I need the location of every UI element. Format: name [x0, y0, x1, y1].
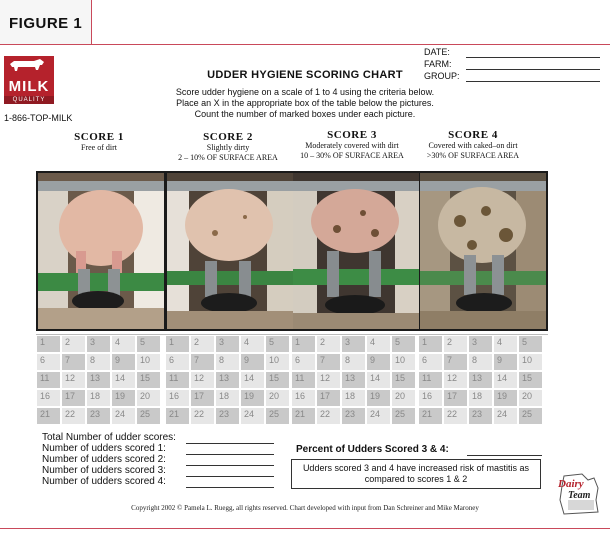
dairy-team-logo — [554, 470, 604, 520]
tally-cell[interactable]: 24 — [366, 407, 391, 425]
instruction-line: Score udder hygiene on a scale of 1 to 4 using the criteria below. — [175, 87, 435, 97]
tally-cell[interactable]: 11 — [36, 371, 61, 389]
tally-cell[interactable]: 13 — [341, 371, 366, 389]
tally-cell[interactable]: 16 — [418, 389, 443, 407]
tally-cell[interactable]: 22 — [61, 407, 86, 425]
tally-grid — [36, 334, 548, 427]
score-title: SCORE 3 — [327, 129, 377, 141]
score-4-header — [410, 129, 536, 161]
tally-cell[interactable]: 21 — [418, 407, 443, 425]
tally-cell[interactable]: 7 — [61, 353, 86, 371]
group-label: GROUP: — [424, 71, 460, 81]
tally-cell[interactable]: 7 — [443, 353, 468, 371]
tally-cell[interactable]: 25 — [136, 407, 161, 425]
score-4-tally-panel — [418, 335, 544, 427]
score-2-udder-photo — [167, 173, 293, 329]
score-surface-area: 2 – 10% OF SURFACE AREA — [178, 153, 278, 162]
tally-cell[interactable]: 5 — [391, 335, 416, 353]
score-2-tally-panel — [165, 335, 291, 427]
tally-cell[interactable]: 23 — [86, 407, 111, 425]
tally-cell[interactable]: 19 — [366, 389, 391, 407]
score-2-header — [165, 131, 291, 163]
dairy-team-line1: Dairy — [558, 478, 584, 490]
tally-cell[interactable]: 12 — [190, 371, 215, 389]
tally-cell[interactable]: 6 — [291, 353, 316, 371]
tally-cell[interactable]: 22 — [316, 407, 341, 425]
score-1-tally-panel — [36, 335, 162, 427]
tally-cell[interactable]: 21 — [36, 407, 61, 425]
tally-cell[interactable]: 18 — [215, 389, 240, 407]
logo-quality-text: QUALITY — [4, 96, 54, 104]
score-3-header — [289, 129, 415, 161]
farm-field[interactable] — [466, 69, 600, 70]
tally-cell[interactable]: 5 — [265, 335, 290, 353]
tally-cell[interactable]: 12 — [61, 371, 86, 389]
figure-label: FIGURE 1 — [0, 0, 92, 44]
scored-1-label: Number of udders scored 1: — [42, 443, 166, 454]
tally-cell[interactable]: 11 — [291, 371, 316, 389]
tally-cell[interactable]: 22 — [443, 407, 468, 425]
tally-cell[interactable]: 1 — [165, 335, 190, 353]
tally-cell[interactable]: 1 — [36, 335, 61, 353]
tally-cell[interactable]: 6 — [418, 353, 443, 371]
tally-cell[interactable]: 3 — [215, 335, 240, 353]
tally-cell[interactable]: 17 — [61, 389, 86, 407]
tally-cell[interactable]: 10 — [136, 353, 161, 371]
score-title: SCORE 1 — [74, 131, 124, 143]
tally-cell[interactable]: 2 — [190, 335, 215, 353]
tally-cell[interactable]: 18 — [468, 389, 493, 407]
tally-cell[interactable]: 8 — [468, 353, 493, 371]
tally-cell[interactable]: 10 — [391, 353, 416, 371]
tally-cell[interactable]: 10 — [265, 353, 290, 371]
score-surface-area: 10 – 30% OF SURFACE AREA — [300, 151, 404, 160]
tally-cell[interactable]: 4 — [366, 335, 391, 353]
instruction-line: Count the number of marked boxes under each picture. — [194, 109, 416, 119]
chart-title: UDDER HYGIENE SCORING CHART — [207, 69, 403, 81]
tally-cell[interactable]: 5 — [136, 335, 161, 353]
tally-cell[interactable]: 12 — [443, 371, 468, 389]
score-1-header — [36, 131, 162, 153]
logo-brand-text: MILK — [4, 78, 54, 96]
tally-cell[interactable]: 19 — [240, 389, 265, 407]
scored-1-field[interactable] — [186, 454, 274, 455]
tally-cell[interactable]: 2 — [61, 335, 86, 353]
tally-cell[interactable]: 4 — [493, 335, 518, 353]
tally-cell[interactable]: 18 — [86, 389, 111, 407]
tally-cell[interactable]: 15 — [391, 371, 416, 389]
tally-cell[interactable]: 16 — [165, 389, 190, 407]
tally-cell[interactable]: 17 — [190, 389, 215, 407]
tally-cell[interactable]: 9 — [366, 353, 391, 371]
score-4-udder-photo — [420, 173, 546, 329]
scored-2-field[interactable] — [186, 465, 274, 466]
header-divider — [0, 44, 610, 45]
footer-divider — [0, 528, 610, 529]
tally-cell[interactable]: 24 — [493, 407, 518, 425]
farm-label: FARM: — [424, 59, 452, 69]
tally-cell[interactable]: 5 — [518, 335, 543, 353]
score-3-udder-photo — [293, 173, 419, 329]
tally-cell[interactable]: 15 — [136, 371, 161, 389]
tally-cell[interactable]: 9 — [240, 353, 265, 371]
score-3-tally-panel — [291, 335, 417, 427]
tally-cell[interactable]: 20 — [391, 389, 416, 407]
tally-cell[interactable]: 14 — [366, 371, 391, 389]
tally-cell[interactable]: 16 — [36, 389, 61, 407]
tally-cell[interactable]: 17 — [443, 389, 468, 407]
tally-cell[interactable]: 24 — [240, 407, 265, 425]
tally-cell[interactable]: 6 — [36, 353, 61, 371]
percent-scored-3-4-label: Percent of Udders Scored 3 & 4: — [296, 444, 449, 455]
tally-cell[interactable]: 17 — [316, 389, 341, 407]
tally-cell[interactable]: 14 — [240, 371, 265, 389]
score-1-udder-photo — [38, 173, 164, 329]
scored-2-label: Number of udders scored 2: — [42, 454, 166, 465]
scored-4-field[interactable] — [186, 487, 274, 488]
tally-cell[interactable]: 24 — [111, 407, 136, 425]
tally-cell[interactable]: 15 — [265, 371, 290, 389]
copyright-notice: Copyright 2002 © Pamela L. Ruegg, all rights reserved. Chart developed with input from Dan Schreiner and Mike Maroney — [131, 504, 479, 512]
tally-cell[interactable]: 21 — [165, 407, 190, 425]
total-udder-scores-field[interactable] — [186, 443, 274, 444]
tally-cell[interactable]: 20 — [136, 389, 161, 407]
tally-cell[interactable]: 10 — [518, 353, 543, 371]
tally-cell[interactable]: 19 — [111, 389, 136, 407]
tally-cell[interactable]: 25 — [391, 407, 416, 425]
tally-cell[interactable]: 22 — [190, 407, 215, 425]
tally-cell[interactable]: 8 — [86, 353, 111, 371]
tally-cell[interactable]: 25 — [518, 407, 543, 425]
phone-number: 1-866-TOP-MILK — [4, 113, 73, 123]
tally-cell[interactable]: 11 — [418, 371, 443, 389]
tally-cell[interactable]: 3 — [341, 335, 366, 353]
tally-cell[interactable]: 3 — [86, 335, 111, 353]
score-description: Moderately covered with dirt — [305, 141, 399, 150]
tally-cell[interactable]: 8 — [341, 353, 366, 371]
percent-scored-3-4-field[interactable] — [467, 455, 542, 456]
tally-cell[interactable]: 4 — [111, 335, 136, 353]
score-title: SCORE 4 — [448, 129, 498, 141]
tally-cell[interactable]: 12 — [316, 371, 341, 389]
tally-cell[interactable]: 20 — [518, 389, 543, 407]
tally-cell[interactable]: 6 — [165, 353, 190, 371]
tally-cell[interactable]: 23 — [468, 407, 493, 425]
instruction-line: Place an X in the appropriate box of the table below the pictures. — [176, 98, 434, 108]
tally-cell[interactable]: 15 — [518, 371, 543, 389]
tally-cell[interactable]: 7 — [190, 353, 215, 371]
tally-cell[interactable]: 21 — [291, 407, 316, 425]
tally-cell[interactable]: 19 — [493, 389, 518, 407]
tally-cell[interactable]: 2 — [443, 335, 468, 353]
score-description: Covered with caked–on dirt — [428, 141, 518, 150]
tally-cell[interactable]: 13 — [468, 371, 493, 389]
score-surface-area: >30% OF SURFACE AREA — [426, 151, 520, 160]
tally-cell[interactable]: 14 — [493, 371, 518, 389]
tally-cell[interactable]: 2 — [316, 335, 341, 353]
score-description: Slightly dirty — [206, 143, 250, 152]
tally-cell[interactable]: 3 — [468, 335, 493, 353]
tally-cell[interactable]: 4 — [240, 335, 265, 353]
group-field[interactable] — [466, 81, 600, 82]
tally-cell[interactable]: 1 — [291, 335, 316, 353]
tally-cell[interactable]: 16 — [291, 389, 316, 407]
tally-cell[interactable]: 13 — [86, 371, 111, 389]
score-title: SCORE 2 — [203, 131, 253, 143]
dairy-team-line2: Team — [568, 490, 591, 501]
tally-cell[interactable]: 25 — [265, 407, 290, 425]
tally-cell[interactable]: 13 — [215, 371, 240, 389]
date-label: DATE: — [424, 47, 450, 57]
tally-cell[interactable]: 18 — [341, 389, 366, 407]
real-milk-quality-logo — [4, 56, 54, 106]
tally-cell[interactable]: 23 — [215, 407, 240, 425]
udder-photo-strip — [36, 171, 548, 331]
tally-cell[interactable]: 23 — [341, 407, 366, 425]
scored-3-label: Number of udders scored 3: — [42, 465, 166, 476]
date-field[interactable] — [466, 57, 600, 58]
tally-cell[interactable]: 9 — [111, 353, 136, 371]
tally-cell[interactable]: 8 — [215, 353, 240, 371]
total-udder-scores-label: Total Number of udder scores: — [42, 432, 176, 443]
tally-cell[interactable]: 9 — [493, 353, 518, 371]
tally-cell[interactable]: 1 — [418, 335, 443, 353]
tally-cell[interactable]: 7 — [316, 353, 341, 371]
mastitis-risk-note: Udders scored 3 and 4 have increased risk of mastitis as compared to scores 1 & 2 — [291, 459, 541, 489]
tally-cell[interactable]: 14 — [111, 371, 136, 389]
score-description: Free of dirt — [81, 143, 117, 152]
tally-cell[interactable]: 11 — [165, 371, 190, 389]
tally-cell[interactable]: 20 — [265, 389, 290, 407]
scored-4-label: Number of udders scored 4: — [42, 476, 166, 487]
scored-3-field[interactable] — [186, 476, 274, 477]
